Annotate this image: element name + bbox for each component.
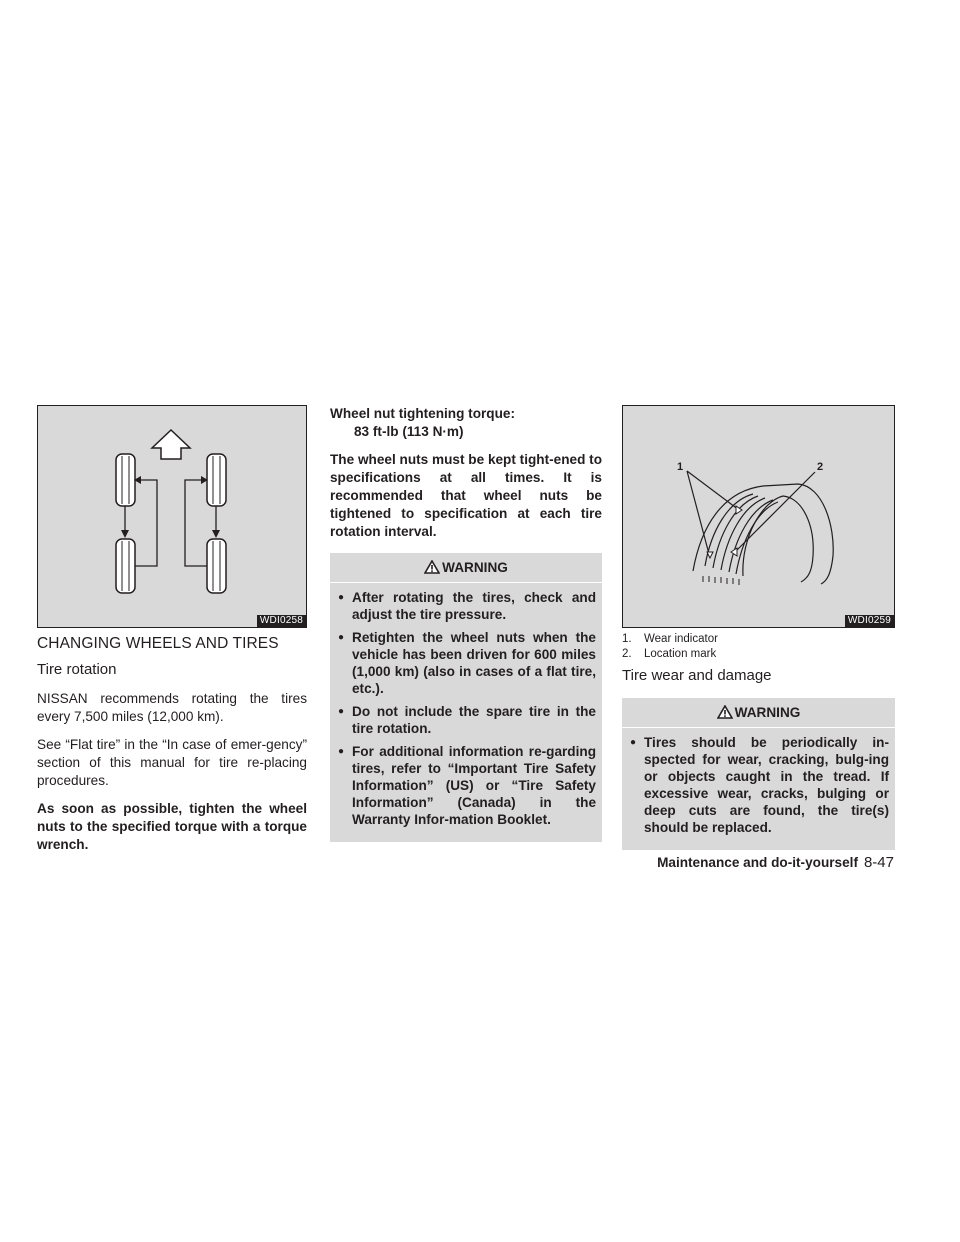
rotation-interval-text: NISSAN recommends rotating the tires every 7,500 miles (12,000 km). — [37, 691, 307, 724]
page-number: 8-47 — [863, 854, 894, 871]
torque-value: 83 ft-lb (113 N·m) — [354, 424, 464, 439]
legend-text: Wear indicator — [644, 633, 718, 645]
warning-item: ● After rotating the tires, check and adjust the tire pressure. — [336, 589, 596, 623]
warning-title — [622, 704, 895, 728]
legend-number: 1. — [622, 633, 632, 645]
warning-triangle-icon — [717, 705, 733, 719]
warning-title-text: WARNING — [442, 560, 508, 575]
figure-code: WDI0259 — [845, 615, 894, 627]
subsection-title: Tire rotation — [37, 661, 117, 678]
warning-box-wear — [622, 698, 895, 850]
warning-list — [628, 734, 889, 836]
torque-paragraph: The wheel nuts must be kept tight-ened to specifications at all times. It is recommended that wheel nuts be tightened to specification at each tire rotation interval. — [330, 452, 602, 539]
callout-2: 2 — [817, 461, 824, 473]
legend-item — [622, 632, 895, 647]
warning-title-text: WARNING — [734, 705, 801, 720]
tire-wear-title: Tire wear and damage — [622, 667, 772, 684]
column-middle — [330, 405, 602, 842]
page-footer — [657, 854, 894, 871]
legend-text: Location mark — [644, 648, 717, 660]
tire-rotation-diagram-icon — [38, 406, 306, 627]
torque-heading: Wheel nut tightening torque: — [330, 406, 515, 421]
legend-item — [622, 647, 895, 662]
tire-rotation-figure — [37, 405, 307, 628]
warning-triangle-icon — [424, 560, 440, 574]
warning-item: ● Retighten the wheel nuts when the vehicle has been driven for 600 miles (1,000 km) (also in cases of a flat tire, etc.). — [336, 629, 596, 697]
warning-title — [330, 559, 602, 583]
column-left — [37, 405, 307, 854]
callout-1: 1 — [677, 461, 684, 473]
flat-tire-reference-text: See “Flat tire” in the “In case of emer-gency” section of this manual for tire re-placing procedures. — [37, 737, 307, 788]
figure-code: WDI0258 — [257, 615, 306, 627]
warning-item: ● For additional information re-garding tires, refer to “Important Tire Safety Information” (US) or “Tire Safety Information” (Canada) in the Warranty Infor-mation Booklet. — [336, 743, 596, 828]
figure-legend — [622, 632, 895, 662]
warning-item: ● Tires should be periodically in-spected for wear, cracking, bulg-ing or objects caught in the tread. If excessive wear, cracks, bulging or deep cuts are found, the tire(s) should be replaced. — [628, 734, 889, 836]
torque-wrench-instruction: As soon as possible, tighten the wheel nuts to the specified torque with a torque wrench. — [37, 801, 307, 852]
footer-section: Maintenance and do-it-yourself — [657, 855, 858, 870]
tire-wear-indicator-icon — [623, 406, 894, 627]
column-right — [622, 405, 895, 850]
tire-wear-figure — [622, 405, 895, 628]
warning-box-rotation — [330, 553, 602, 842]
warning-list — [336, 589, 596, 828]
section-title: CHANGING WHEELS AND TIRES — [37, 635, 279, 652]
legend-number: 2. — [622, 648, 632, 660]
warning-item: ● Do not include the spare tire in the tire rotation. — [336, 703, 596, 737]
